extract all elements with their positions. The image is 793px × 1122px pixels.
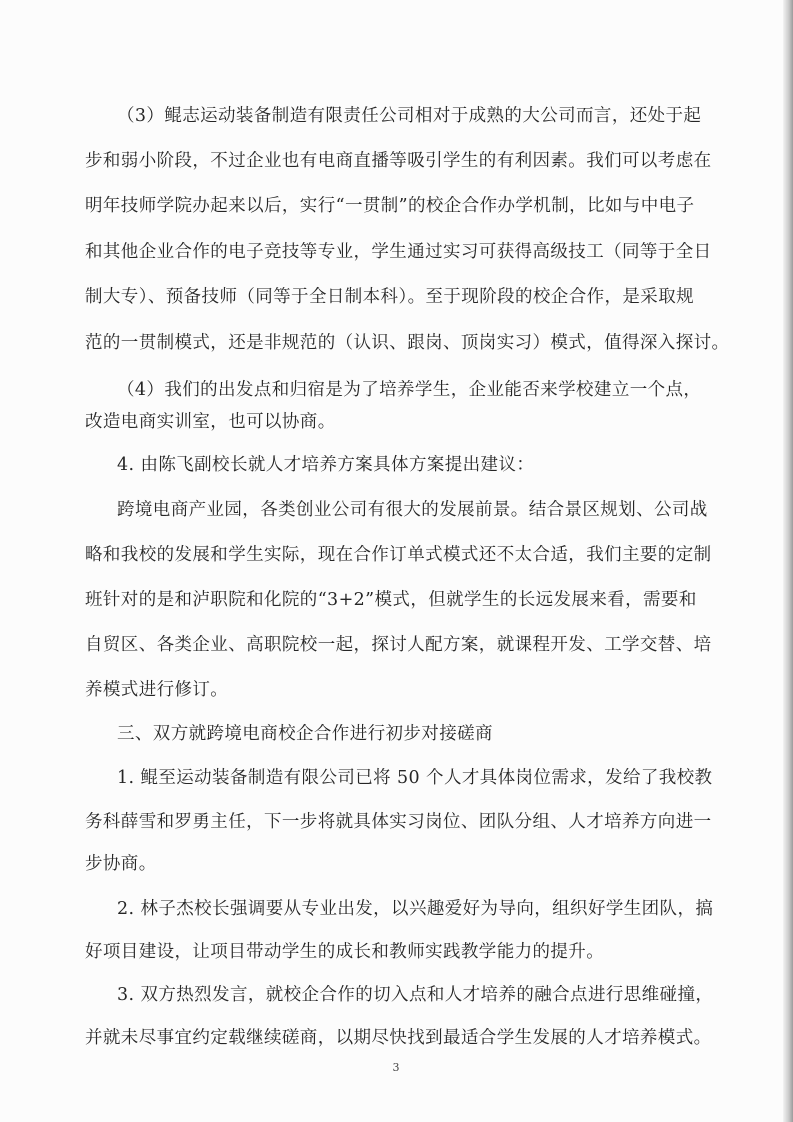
paragraph-line: 3. 双方热烈发言，就校企合作的切入点和人才培养的融合点进行思维碰撞， [117, 985, 714, 1005]
paragraph-line: 自贸区、各类企业、高职院校一起，探讨人配方案，就课程开发、工学交替、培 [85, 635, 712, 655]
paragraph-line: 改造电商实训室，也可以协商。 [85, 412, 336, 432]
paragraph-line: 班针对的是和泸职院和化院的“3+2”模式，但就学生的长远发展来看，需要和 [85, 590, 697, 610]
paragraph-line: 务科薛雪和罗勇主任，下一步将就具体实习岗位、团队分组、人才培养方向进一 [85, 812, 712, 832]
paragraph-line: 略和我校的发展和学生实际，现在合作订单式模式还不太合适，我们主要的定制 [85, 545, 712, 565]
paragraph-line: 明年技师学院办起来以后，实行“一贯制”的校企合作办学机制，比如与中电子 [85, 196, 695, 216]
page-number: 3 [392, 1061, 400, 1074]
paragraph-line: 跨境电商产业园，各类创业公司有很大的发展前景。结合景区规划、公司战 [117, 500, 708, 520]
paragraph-line: 范的一贯制模式，还是非规范的（认识、跟岗、顶岗实习）模式，值得深入探讨。 [85, 333, 730, 353]
paragraph-line: 和其他企业合作的电子竞技等专业，学生通过实习可获得高级技工（同等于全日 [85, 242, 712, 262]
paragraph-line: 好项目建设，让项目带动学生的成长和教师实践教学能力的提升。 [85, 942, 605, 962]
paragraph-line: 养模式进行修订。 [85, 680, 229, 700]
paragraph-line: 2. 林子杰校长强调要从专业出发，以兴趣爱好为导向，组织好学生团队，搞 [117, 899, 714, 919]
paragraph-line: 制大专）、预备技师（同等于全日制本科）。至于现阶段的校企合作，是采取规 [85, 287, 694, 307]
paragraph-line: 并就未尽事宜约定载继续磋商，以期尽快找到最适合学生发展的人才培养模式。 [85, 1028, 712, 1048]
paragraph-line: 1. 鲲至运动装备制造有限公司已将 50 个人才具体岗位需求，发给了我校教 [117, 768, 713, 788]
paragraph-line: （3）鲲志运动装备制造有限责任公司相对于成熟的大公司而言，还处于起 [117, 106, 702, 126]
paragraph-line: （4）我们的出发点和归宿是为了培养学生，企业能否来学校建立一个点， [117, 380, 702, 400]
paragraph-line: 步和弱小阶段，不过企业也有电商直播等吸引学生的有利因素。我们可以考虑在 [85, 151, 712, 171]
paragraph-line: 步协商。 [85, 854, 157, 874]
section-heading: 4. 由陈飞副校长就人才培养方案具体方案提出建议： [117, 455, 535, 475]
section-heading: 三、双方就跨境电商校企合作进行初步对接磋商 [117, 724, 493, 744]
scan-edge-shadow [783, 0, 793, 1122]
